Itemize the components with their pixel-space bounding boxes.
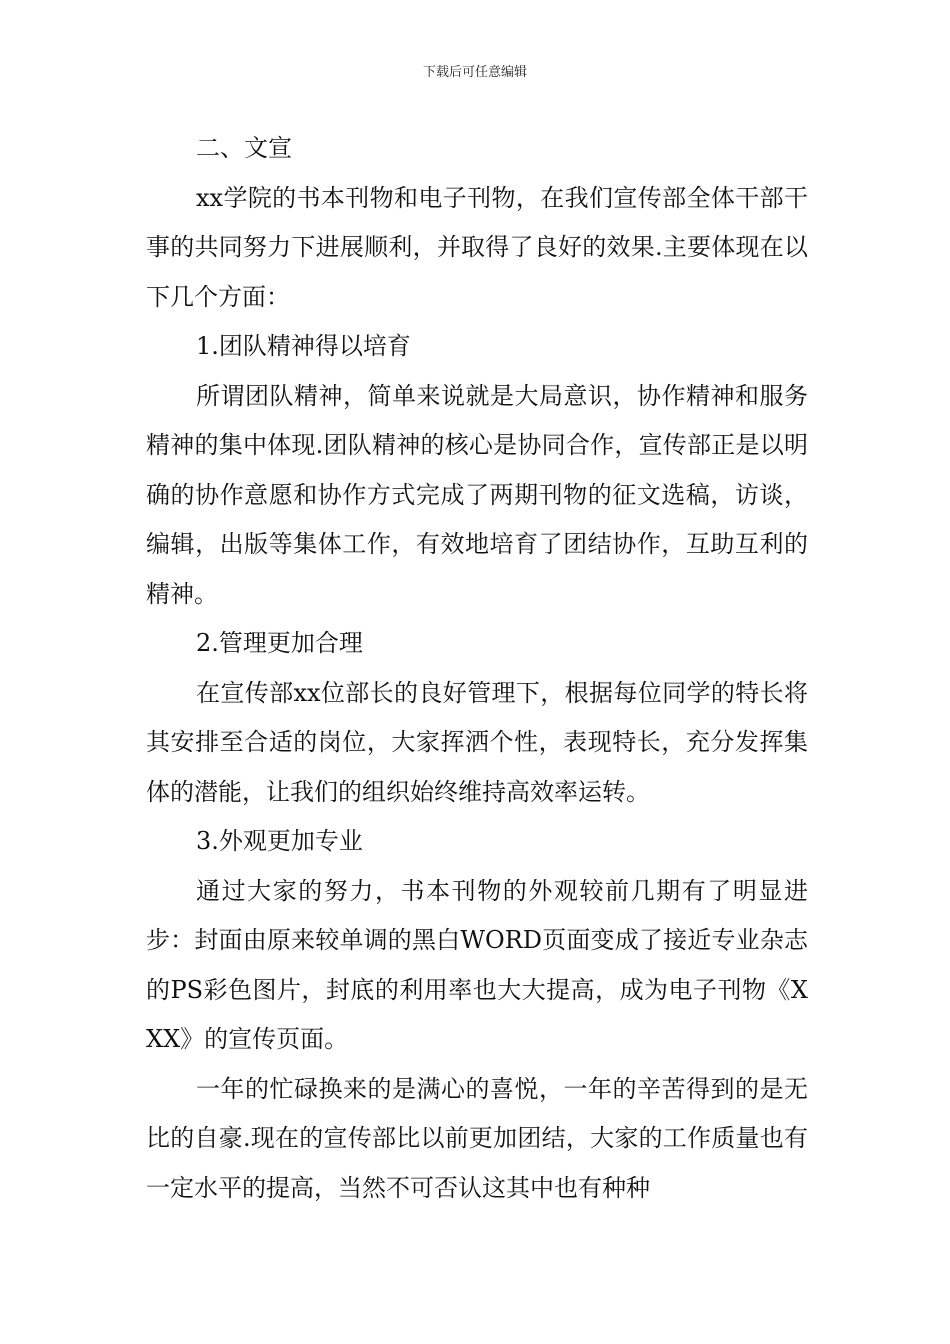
subheading-management: 2.管理更加合理 <box>196 629 363 657</box>
paragraph-summary: 一年的忙碌换来的是满心的喜悦，一年的辛苦得到的是无比的自豪.现在的宣传部比以前更加团结，大家的工作质量也有一定水平的提高，当然不可否认这其中也有种种 <box>146 1074 808 1202</box>
paragraph-appearance: 通过大家的努力，书本刊物的外观较前几期有了明显进步：封面由原来较单调的黑白WORD页面变成了接近专业杂志的PS彩色图片，封底的利用率也大大提高，成为电子刊物《XXX》的宣传页面。 <box>146 876 808 1053</box>
page-header-note: 下载后可任意编辑 <box>422 65 527 80</box>
section-heading: 二、文宣 <box>196 134 292 162</box>
paragraph-team-spirit: 所谓团队精神，简单来说就是大局意识，协作精神和服务精神的集中体现.团队精神的核心是协同合作，宣传部正是以明确的协作意愿和协作方式完成了两期刊物的征文选稿，访谈，编辑，出版等集体工作，有效地培育了团结协作，互助互利的精神。 <box>146 381 808 608</box>
subheading-appearance: 3.外观更加专业 <box>196 827 363 855</box>
subheading-team-spirit: 1.团队精神得以培育 <box>196 332 411 360</box>
paragraph-intro: xx学院的书本刊物和电子刊物，在我们宣传部全体干部干事的共同努力下进展顺利，并取得了良好的效果.主要体现在以下几个方面： <box>146 183 808 311</box>
paragraph-management: 在宣传部xx位部长的良好管理下，根据每位同学的特长将其安排至合适的岗位，大家挥洒个性，表现特长，充分发挥集体的潜能，让我们的组织始终维持高效率运转。 <box>146 678 808 806</box>
document-body <box>146 124 808 1213</box>
